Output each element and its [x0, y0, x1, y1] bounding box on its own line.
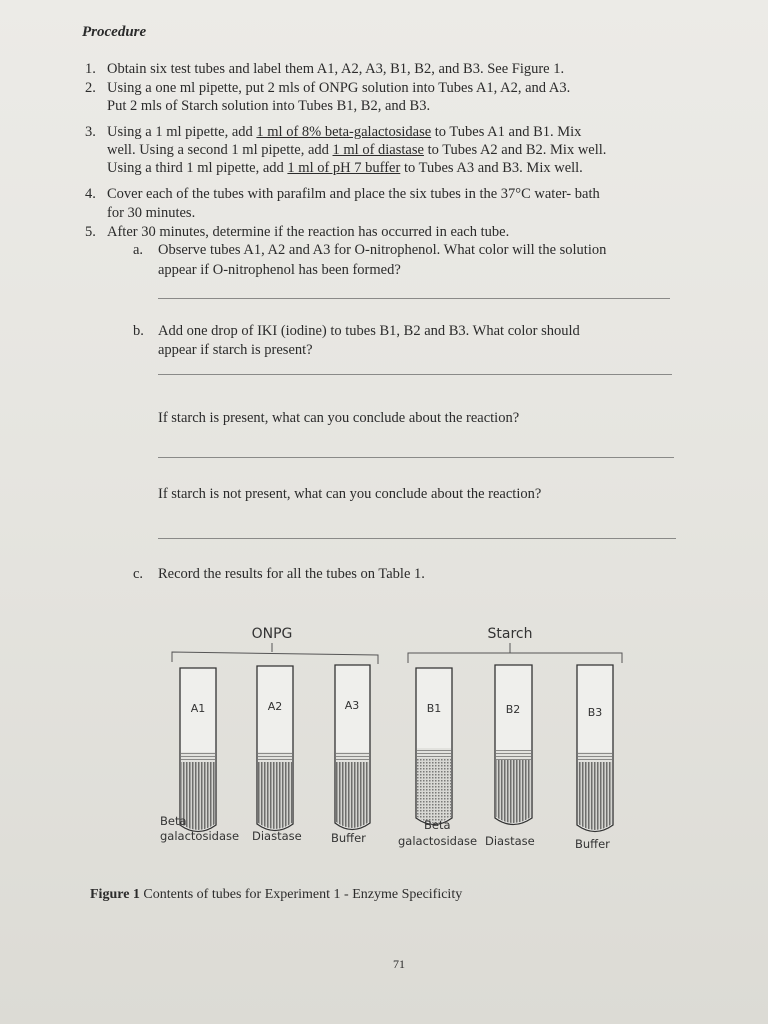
- label-beta-1: Beta: [160, 814, 187, 828]
- substep-b-question-3: If starch is not present, what can you conclude about the reaction?: [158, 486, 542, 502]
- substep-b-line-1: Add one drop of IKI (iodine) to tubes B1, B2 and B3. What color should: [158, 323, 580, 339]
- tube-b1: [416, 668, 452, 825]
- tube-label-a1: A1: [190, 702, 206, 715]
- tube-label-b3: B3: [587, 706, 603, 719]
- step-1-number: 1.: [85, 61, 96, 77]
- step-2-number: 2.: [85, 80, 96, 96]
- substep-a-line-1: Observe tubes A1, A2 and A3 for O-nitrophenol. What color will the solution: [158, 242, 607, 258]
- onpg-bracket: [172, 643, 378, 664]
- tube-label-a2: A2: [267, 700, 283, 713]
- step-4-line-1: Cover each of the tubes with parafilm and place the six tubes in the 37°C water- bath: [107, 186, 600, 202]
- step-3-line-3: Using a third 1 ml pipette, add 1 ml of pH 7 buffer to Tubes A3 and B3. Mix well.: [107, 160, 583, 176]
- step-4-number: 4.: [85, 186, 96, 202]
- step-1-text: Obtain six test tubes and label them A1, A2, A3, B1, B2, and B3. See Figure 1.: [107, 61, 565, 77]
- tube-label-b2: B2: [505, 703, 521, 716]
- tube-b3: [577, 665, 613, 832]
- label-buffer-1: Buffer: [331, 831, 366, 845]
- starch-bracket: [408, 643, 622, 663]
- step-3-line-1: Using a 1 ml pipette, add 1 ml of 8% beta-galactosidase to Tubes A1 and B1. Mix: [107, 124, 582, 140]
- step-3-number: 3.: [85, 124, 96, 140]
- step-4-line-2: for 30 minutes.: [107, 205, 196, 221]
- substep-b-question-2: If starch is present, what can you conclude about the reaction?: [158, 410, 520, 426]
- tube-b2: [495, 665, 532, 825]
- substep-b-line-2: appear if starch is present?: [158, 342, 313, 358]
- label-diastase-2: Diastase: [485, 834, 535, 848]
- step-2-line-1: Using a one ml pipette, put 2 mls of ONPG solution into Tubes A1, A2, and A3.: [107, 80, 571, 96]
- tube-label-b1: B1: [426, 702, 442, 715]
- substep-b-letter: b.: [133, 323, 144, 339]
- substep-c-letter: c.: [133, 566, 144, 582]
- substep-a-letter: a.: [133, 242, 144, 258]
- step-5-number: 5.: [85, 224, 96, 240]
- step-5-text: After 30 minutes, determine if the reaction has occurred in each tube.: [107, 224, 510, 240]
- label-galactosidase-2: galactosidase: [398, 834, 478, 848]
- tube-a2: [257, 666, 293, 831]
- label-buffer-2: Buffer: [575, 837, 610, 851]
- tube-a1: [180, 668, 216, 832]
- tube-label-a3: A3: [344, 699, 360, 712]
- tube-a3: [335, 665, 370, 830]
- step-3-line-2: well. Using a second 1 ml pipette, add 1 ml of diastase to Tubes A2 and B2. Mix well.: [107, 142, 607, 158]
- label-diastase-1: Diastase: [252, 829, 302, 843]
- page-number: 71: [393, 957, 405, 971]
- step-2-line-2: Put 2 mls of Starch solution into Tubes B1, B2, and B3.: [107, 98, 431, 114]
- group-label-starch: Starch: [487, 626, 533, 642]
- label-galactosidase-1: galactosidase: [160, 829, 240, 843]
- figure-caption: Figure 1 Contents of tubes for Experiment 1 - Enzyme Specificity: [90, 887, 463, 902]
- group-label-onpg: ONPG: [251, 626, 293, 642]
- section-heading: Procedure: [82, 24, 147, 40]
- substep-c-text: Record the results for all the tubes on Table 1.: [158, 566, 425, 582]
- label-beta-2: Beta: [424, 818, 451, 832]
- substep-a-line-2: appear if O-nitrophenol has been formed?: [158, 262, 401, 278]
